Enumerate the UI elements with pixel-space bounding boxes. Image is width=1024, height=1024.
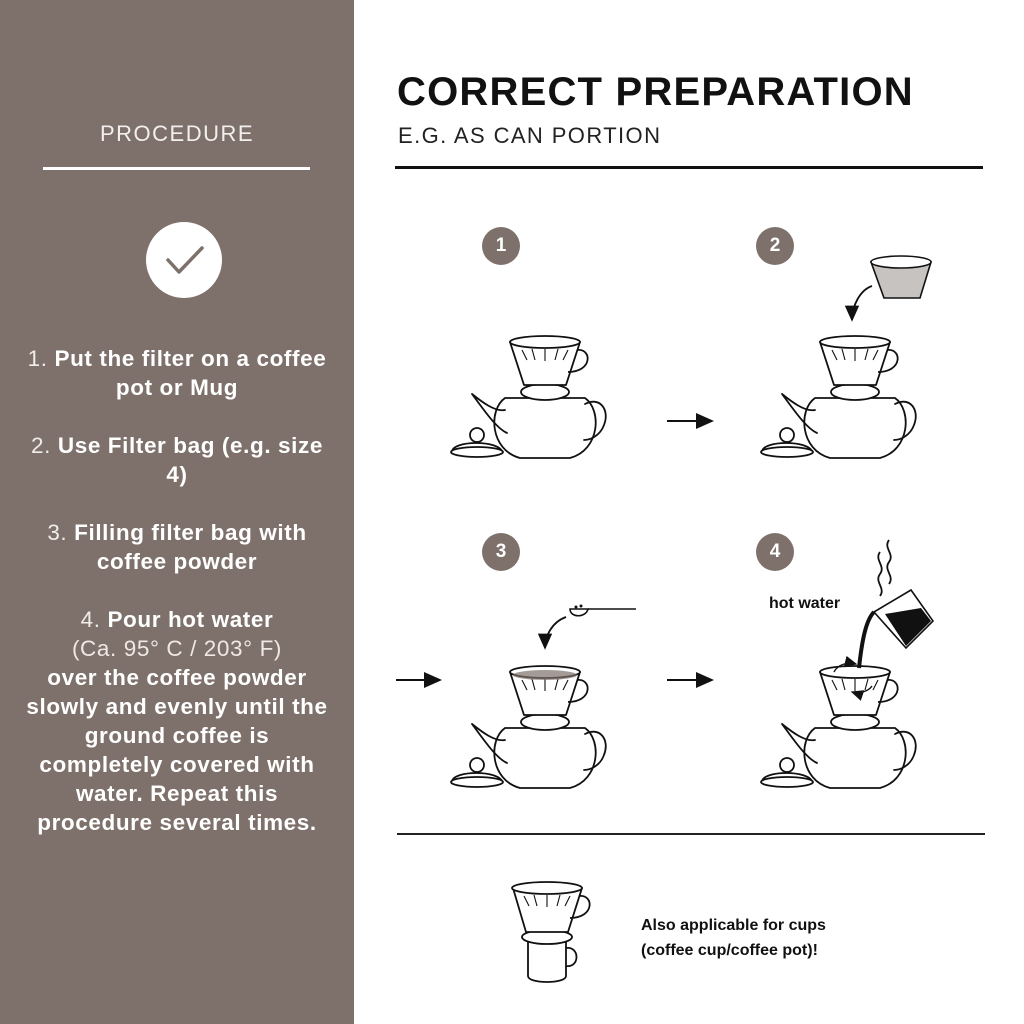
page-subtitle: E.G. AS CAN PORTION: [398, 123, 662, 148]
step-text: Use Filter bag (e.g. size 4): [57, 433, 323, 487]
step-text-pour: Pour hot water: [107, 607, 274, 632]
cup-note-line-1: Also applicable for cups: [641, 917, 826, 934]
steam-icon: [878, 540, 890, 596]
step-number: 3.: [47, 520, 68, 545]
step-4-illustration: [761, 666, 916, 788]
step-3-illustration: [451, 666, 606, 788]
filter-bag-icon: [871, 256, 931, 298]
cup-note: [641, 913, 826, 963]
step-text: Put the filter on a coffee pot or Mug: [54, 346, 327, 400]
step-text-detail: over the coffee powder slowly and evenly until the ground coffee is completely covered with water. Repeat this procedure several times.: [26, 665, 328, 835]
hot-water-label: hot water: [769, 595, 841, 612]
sidebar-title: PROCEDURE: [99, 121, 255, 146]
step-badge-4: 4: [756, 533, 794, 571]
step-1-illustration: [451, 336, 606, 458]
step-number: 2.: [31, 433, 52, 458]
measuring-spoon-icon: [570, 605, 636, 616]
step-badge-1: 1: [482, 227, 520, 265]
bottom-divider: [397, 833, 985, 835]
step-2-illustration: [761, 336, 916, 458]
cup-note-line-2: (coffee cup/coffee pot)!: [641, 942, 818, 959]
step-text-temperature: (Ca. 95° C / 203° F): [71, 636, 283, 661]
step-badge-2: 2: [756, 227, 794, 265]
kettle-icon: [859, 590, 933, 668]
step-text: Filling filter bag with coffee powder: [74, 520, 307, 574]
coffee-dripper-on-mug-icon: [512, 882, 590, 982]
step-number: 4.: [80, 607, 101, 632]
page-title: CORRECT PREPARATION: [397, 70, 914, 114]
step-badge-3: 3: [482, 533, 520, 571]
step-number: 1.: [27, 346, 48, 371]
